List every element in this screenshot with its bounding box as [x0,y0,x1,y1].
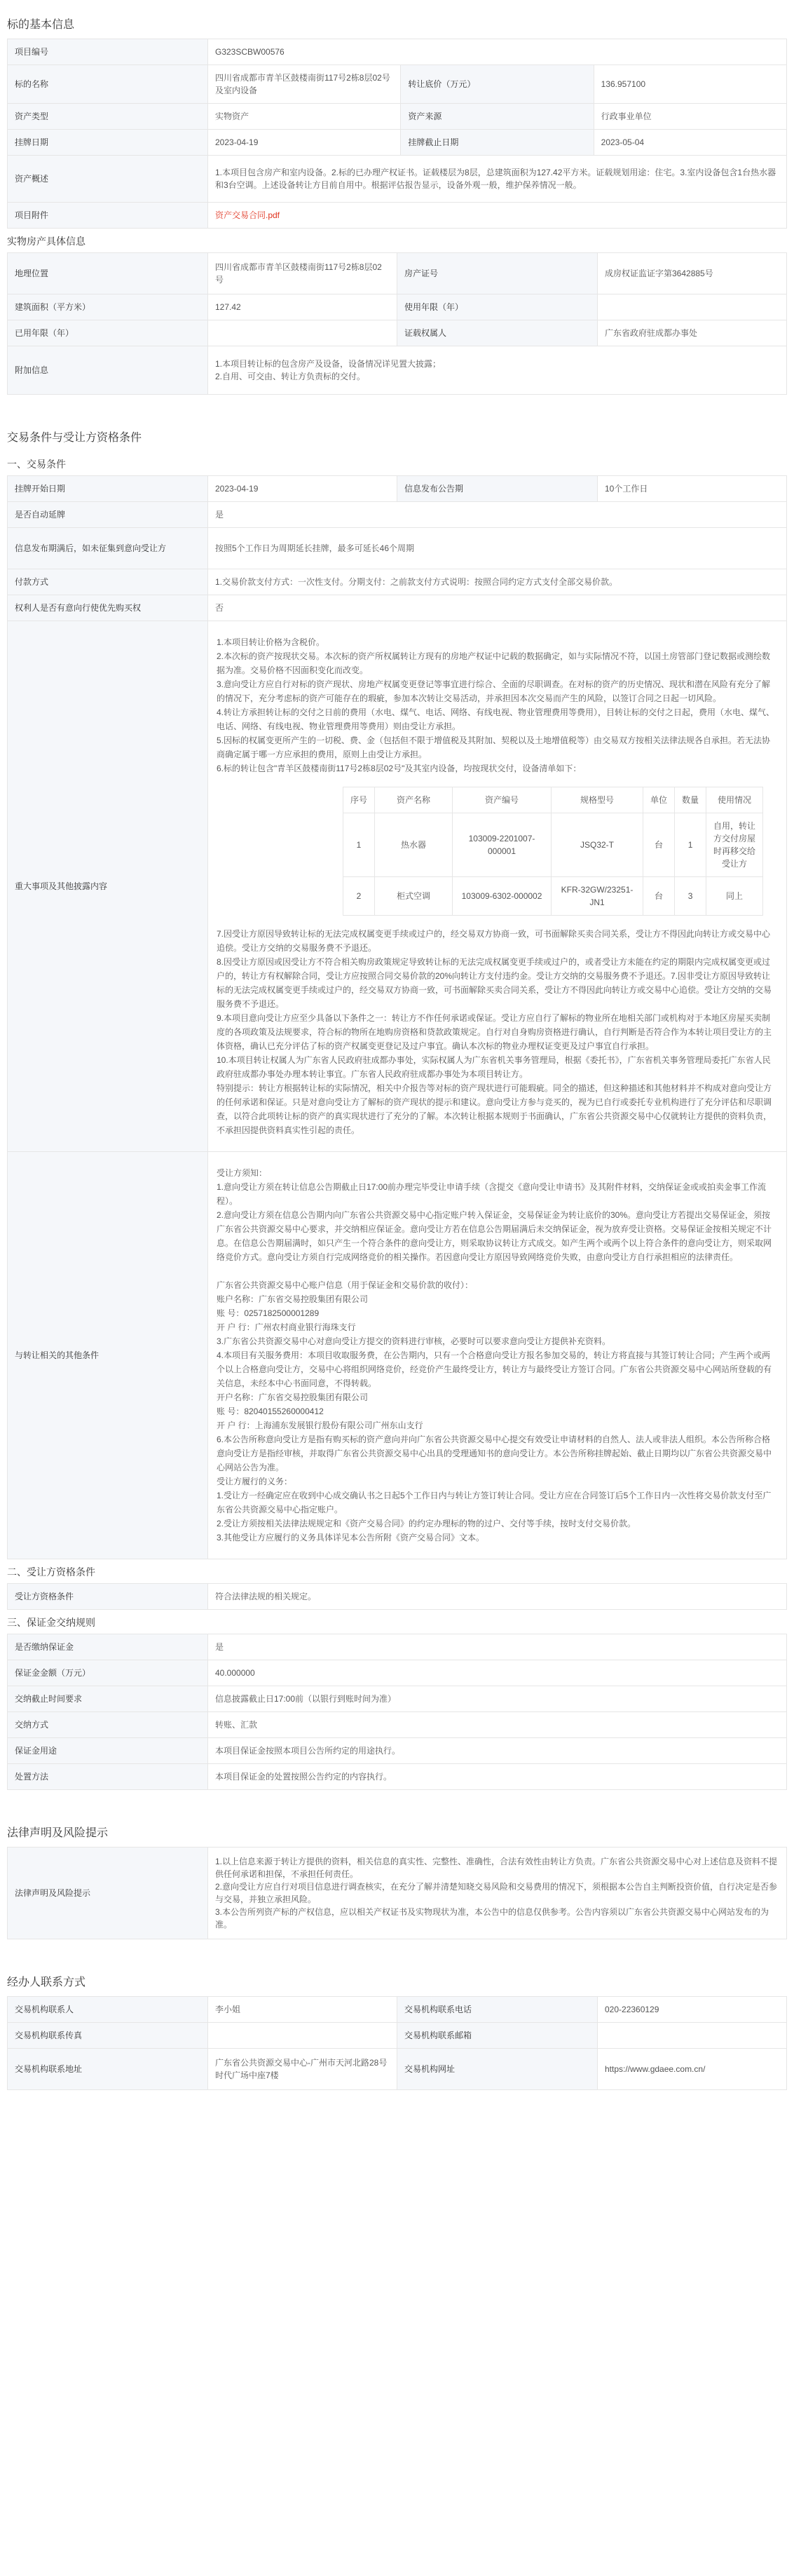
qualification-value: 符合法律法规的相关规定。 [208,1584,787,1610]
table-row [8,346,787,395]
column-header: 数量 [675,787,706,813]
row-label: 交易机构联系邮箱 [397,2023,598,2049]
contact-phone: 020-22360129 [598,1997,787,2023]
table-cell: JSQ32-T [552,813,643,877]
table-cell: 自用，转让方交付房屋时再移交给受让方 [706,813,763,877]
bond-method: 转账、汇款 [208,1712,787,1738]
project-number: G323SCBW00576 [208,39,787,65]
table-cell: 103009-2201007-000001 [453,813,552,877]
row-label: 是否自动延牌 [8,502,208,528]
qualification-sub-title: 二、受让方资格条件 [7,1566,95,1578]
location: 四川省成都市青羊区鼓楼南街117号2栋8层02号 [208,253,397,294]
row-label: 资产类型 [8,104,208,130]
table-cell: 热水器 [375,813,453,877]
column-header: 资产编号 [453,787,552,813]
listing-end-date: 2023-05-04 [594,130,786,156]
property-cert: 成房权证监证字第3642885号 [598,253,787,294]
owner: 广东省政府驻成都办事处 [598,320,787,346]
asset-type: 实物资产 [208,104,401,130]
announcement-period: 10个工作日 [598,476,787,502]
listing-date: 2023-04-19 [208,130,401,156]
table-row [8,2049,787,2090]
qualification-table [7,1583,787,1610]
table-row [8,130,787,156]
contact-person: 李小姐 [208,1997,397,2023]
row-label: 交易机构联系传真 [8,2023,208,2049]
used-years [208,320,397,346]
table-row [8,65,787,104]
bond-disposal: 本项目保证金的处置按照公告约定的内容执行。 [208,1764,787,1790]
bond-table [7,1634,787,1790]
row-label: 交易机构联系地址 [8,2049,208,2090]
realty-section-title: 实物房产具体信息 [7,236,85,247]
trade-section-title: 交易条件与受让方资格条件 [7,432,142,444]
row-label: 建筑面积（平方米） [8,294,208,320]
table-cell: 1 [675,813,706,877]
table-row [8,528,787,569]
table-row [343,787,763,813]
bond-sub-title: 三、保证金交纳规则 [7,1617,95,1628]
bond-required: 是 [208,1634,787,1660]
table-row [8,2023,787,2049]
table-row [8,569,787,595]
page [7,0,787,2090]
table-row [8,1764,787,1790]
additional-info: 1.本项目转让标的包含房产及设备，设备情况详见置大披露； 2.自用、可交由、转让方负责标的交付。 [208,346,787,395]
major-disclosure-text: 1.本项目转让价格为含税价。 2.本次标的资产按现状交易。本次标的资产所权属转让方现有的房地产权证中记载的数据确定，如与实际情况不符，以国土房管部门登记数据或测绘数据为准。交易价格不因面积变化而改变。 3.意向受让方应自行对标的资产现状、房地产权属变更登记等事宜进行综合、全面的尽职调查。在对标的资产的历史情况、现状和潜在风险有充分了解的情况下，充分考虑标的资产可能存在的瑕疵，参加本次转让交易活动，并承担因本次交易而产生的风险，以签订合同之日起一切风险。 4.转让方承担转让标的交付之日前的费用（水电、煤气、电话、网络、有线电视、物业管理费用等费用），目转让标的交付之日起，费用（水电、煤气、电话、网络、有线电视、物业管理费用等费用）则由受让方承担。 5.因标的权属变更所产生的一切税、费、金（包括但不限于增值税及其附加、契税以及土地增值税等）由交易双方按相关法律法规各自承担。若无法协商确定属于哪一方应承担的费用，原则上由受让方承担。 6.标的转让包含"青羊区鼓楼南街117号2栋8层02号"及其室内设备，均按现状交付，设备清单如下： [217,637,775,773]
row-label: 挂牌截止日期 [401,130,594,156]
table-cell: 柜式空调 [375,877,453,916]
row-label: 挂牌日期 [8,130,208,156]
table-cell: 同上 [706,877,763,916]
row-label: 交易机构网址 [397,2049,598,2090]
basic-section-title: 标的基本信息 [7,19,75,31]
reserve-price: 136.957100 [594,65,786,104]
row-label: 是否缴纳保证金 [8,1634,208,1660]
row-label: 转让底价（万元） [401,65,594,104]
table-row [8,203,787,229]
major-disclosure-text-cont: 7.因受让方原因导致转让标的无法完成权属变更手续或过户的，经交易双方协商一致，可书面解除买卖合同关系，受让方不得因此向转让方或交易中心追偿。受让方交纳的交易服务费不予退还。 8.因受让方原因或因受让方不符合相关购房政策规定导致转让标的无法完成权属变更手续或过户的，或者受让方未能在约定的期限内完成权属变更或过户的，转让方有权解除合同，受让方应按照合同交易价款的20%向转让方支付违约金。受让方交纳的交易服务费不予退还。7.因非受让方原因导致转让标的无法完成权属变更手续或过户的，经交易双方协商一致，可书面解除买卖合同关系，受让方不得因此向转让方或交易中心追偿。受让方交纳的交易服务费不予退还。 9.本项目意向受让方应至少具备以下条件之一：转让方不作任何承诺或保证。受让方应自行了解标的物业所在地相关部门或机构对于本地区房屋买卖制度的各项政策及法规要求，符合标的物所在地购房资格和贷款政策规定。自行对自身购房资格进行确认，自行判断是否符合作为本转让项目受让方的主体资格，确认已充分评估了标的资产权属变更登记及过户事宜。确认本次标的物业办理权证变更及过户事宜自行承担。 10.本项目转让权属人为广东省人民政府驻成都办事处，实际权属人为广东省机关事务管理局，根据《委托书》，广东省机关事务管理局委托广东省人民政府驻成都办事处办理本转让事宜。广东省人民政府驻成都办事处为本项目转让方。 特别提示：转让方根据转让标的实际情况，相关中介报告等对标的资产现状进行可能瑕疵。同全的描述，但这种描述和其他材料并不构成对意向受让方的任何承诺和保证。只是对意向受让方了解标的资产现状的提示和建议。意向受让方参与竞买的，视为已自行或委托专业机构进行了充分评估和尽职调查，以符合此项转让标的资产的真实现状进行了充分的了解。本次转让根据本规则于书面确认，广东省公共资源交易中心仅就转让方提供的资料负责，不承担因提供资料真实性引起的责任。 [217,929,772,1135]
row-label: 标的名称 [8,65,208,104]
row-label: 信息发布公告期 [397,476,598,502]
table-row [8,156,787,203]
asset-name: 四川省成都市青羊区鼓楼南街117号2栋8层02号及室内设备 [208,65,401,104]
row-label: 项目附件 [8,203,208,229]
table-row [8,294,787,320]
row-label: 交纳方式 [8,1712,208,1738]
trade-sub-title: 一、交易条件 [7,459,66,470]
table-row [343,877,763,916]
contact-email [598,2023,787,2049]
row-label: 证载权属人 [397,320,598,346]
table-row [8,1712,787,1738]
table-cell: 2 [343,877,375,916]
transfer-conditions-text: 受让方须知： 1.意向受让方须在转让信息公告期截止日17:00前办理完毕受让申请手续（含提交《意向受让申请书》及其附件材料，交纳保证金或或拍卖金事工作流程）。 2.意向受让方须在信息公告期内向广东省公共资源交易中心指定账户转入保证金，交易保证金为转让底价的30%。意向受让方若提出交易保证金，须按广东省公共资源交易中心要求，并交纳相应保证金。意向受让方若在信息公告期届满后未交纳保证金，视为放弃受让资格。交易保证金按相关规定不计息。在信息公告期届满时，如只产生一个符合条件的意向受让方，则采取协议转让方式成交。如产生两个或两个以上符合条件的意向受让方，则采取网络竞价方式。意向受让方须自行完成网络竞价的相关操作。若因意向受让方原因导致网络竞价失败，由意向受让方自行承担相应的法律责任。 [217,1168,772,1262]
row-label: 地理位置 [8,253,208,294]
table-row [8,1997,787,2023]
basic-table [7,39,787,229]
table-row [8,621,787,1152]
realty-table [7,252,787,395]
contact-website-link[interactable]: https://www.gdaee.com.cn/ [598,2049,787,2090]
table-row [8,39,787,65]
column-header: 单位 [643,787,675,813]
auto-extend: 是 [208,502,787,528]
attachment-link[interactable]: 资产交易合同.pdf [215,210,280,220]
row-label: 与转让相关的其他条件 [8,1152,208,1559]
row-label: 受让方资格条件 [8,1584,208,1610]
row-label: 已用年限（年） [8,320,208,346]
trade-table [7,475,787,1559]
row-label: 挂牌开始日期 [8,476,208,502]
row-label: 处置方法 [8,1764,208,1790]
bond-amount: 40.000000 [208,1660,787,1686]
table-row [8,104,787,130]
table-cell: KFR-32GW/23251-JN1 [552,877,643,916]
contact-fax [208,2023,397,2049]
column-header: 规格型号 [552,787,643,813]
row-label: 交易机构联系人 [8,1997,208,2023]
row-label: 重大事项及其他披露内容 [8,621,208,1152]
table-row [8,476,787,502]
row-label: 房产证号 [397,253,598,294]
row-label: 信息发布期满后，如未征集到意向受让方 [8,528,208,569]
table-row [8,1660,787,1686]
table-row [8,502,787,528]
column-header: 序号 [343,787,375,813]
preemptive-right: 否 [208,595,787,621]
table-row [8,1848,787,1939]
table-cell: 3 [675,877,706,916]
table-cell: 台 [643,877,675,916]
table-cell: 1 [343,813,375,877]
row-label: 项目编号 [8,39,208,65]
start-date: 2023-04-19 [208,476,397,502]
transfer-conditions-account: 广东省公共资源交易中心账户信息（用于保证金和交易价款的收付）： 账户名称：广东省交易控股集团有限公司 账 号：0257182500001289 开 户 行：广州农村商业银行海珠支行 3.广东省公共资源交易中心对意向受让方提交的资料进行审核，必要时可以要求意向受让方提供补充资料。 4.本项目有关服务费用：本项目收取服务费，在公告期内，只有一个合格意向受让方报名参加交易的，转让方将直接与其签订转让合同；产生两个或两个以上合格意向受让方，交易中心将组织网络竞价，经竞价产生最终受让方，转让方与最终受让方签订合同。广东省公共资源交易中心网站所登载的有关信息，未经本中心书面同意，不得转载。 开户名称：广东省交易控股集团有限公司 账 号：82040155260000412 开 户 行：上海浦东发展银行股份有限公司广州东山支行 6.本公告所称意向受让方是指有购买标的资产意向并向广东省公共资源交易中心提交有效受让申请材料的自然人、法人或非法人组织。本公告所称合格意向受让方是指经审核，并取得广东省公共资源交易中心出具的受理通知书的意向受让方。本公告所称挂牌起始、截止日期均以广东省公共资源交易中心网站公告为准。 受让方履行的义务： 1.受让方一经确定应在收到中心成交确认书之日起5个工作日内与转让方签订转让合同。受让方应在合同签订后5个工作日内一次性将交易价款支付至广东省公共资源交易中心指定账户。 2.受让方须按相关法律法规规定和《资产交易合同》的约定办理标的物的过户、交付等手续，按时支付交易价款。 3.其他受让方应履行的义务具体详见本公告所附《资产交易合同》文本。 [217,1280,772,1543]
row-label: 法律声明及风险提示 [8,1848,208,1939]
legal-text: 1.以上信息来源于转让方提供的资料，相关信息的真实性、完整性、准确性，合法有效性由转让方负责。广东省公共资源交易中心对上述信息及资料不提供任何承诺和担保，不承担任何责任。 2.意向受让方应自行对项目信息进行调查核实，在充分了解并清楚知晓交易风险和交易费用的情况下，须根据本公告自主判断投资价值，自行决定是否参与交易，并独立承担风险。 3.本公告所列资产标的产权信息，应以相关产权证书及实物现状为准，本公告中的信息仅供参考。公告内容须以广东省公共资源交易中心网站发布的为准。 [208,1848,787,1939]
row-label: 付款方式 [8,569,208,595]
row-label: 保证金用途 [8,1738,208,1764]
table-row [8,253,787,294]
legal-table [7,1847,787,1939]
column-header: 资产名称 [375,787,453,813]
table-row [8,1584,787,1610]
row-label: 资产概述 [8,156,208,203]
payment-method: 1.交易价款支付方式：一次性支付。分期支付：之前款支付方式说明：按照合同约定方式支付全部交易价款。 [208,569,787,595]
row-label: 附加信息 [8,346,208,395]
table-row [8,1686,787,1712]
table-row [8,320,787,346]
building-area: 127.42 [208,294,397,320]
extension-rule: 按照5个工作日为周期延长挂牌，最多可延长46个周期 [208,528,787,569]
table-row [8,1634,787,1660]
table-row [8,1152,787,1559]
table-row [343,813,763,877]
contact-section-title: 经办人联系方式 [7,1977,86,1988]
table-row [8,1738,787,1764]
asset-overview: 1.本项目包含房产和室内设备。2.标的已办理产权证书。证载楼层为8层，总建筑面积为127.42平方米。证载规划用途：住宅。3.室内设备包含1台热水器和3台空调。上述设备转让方目前自用中。根据评估报告显示，设备外观一般，维护保养情况一般。 [208,156,787,203]
table-cell: 103009-6302-000002 [453,877,552,916]
bond-deadline: 信息披露截止日17:00前（以银行到账时间为准） [208,1686,787,1712]
row-label: 交易机构联系电话 [397,1997,598,2023]
table-cell: 台 [643,813,675,877]
row-label: 保证金金额（万元） [8,1660,208,1686]
asset-source: 行政事业单位 [594,104,786,130]
column-header: 使用情况 [706,787,763,813]
contact-table [7,1996,787,2090]
bond-usage: 本项目保证金按照本项目公告所约定的用途执行。 [208,1738,787,1764]
row-label: 使用年限（年） [397,294,598,320]
row-label: 资产来源 [401,104,594,130]
table-row [8,595,787,621]
usage-years [598,294,787,320]
legal-section-title: 法律声明及风险提示 [7,1827,109,1839]
equipment-table [343,787,763,916]
row-label: 交纳截止时间要求 [8,1686,208,1712]
contact-address: 广东省公共资源交易中心-广州市天河北路28号时代广场中座7楼 [208,2049,397,2090]
row-label: 权利人是否有意向行使优先购买权 [8,595,208,621]
